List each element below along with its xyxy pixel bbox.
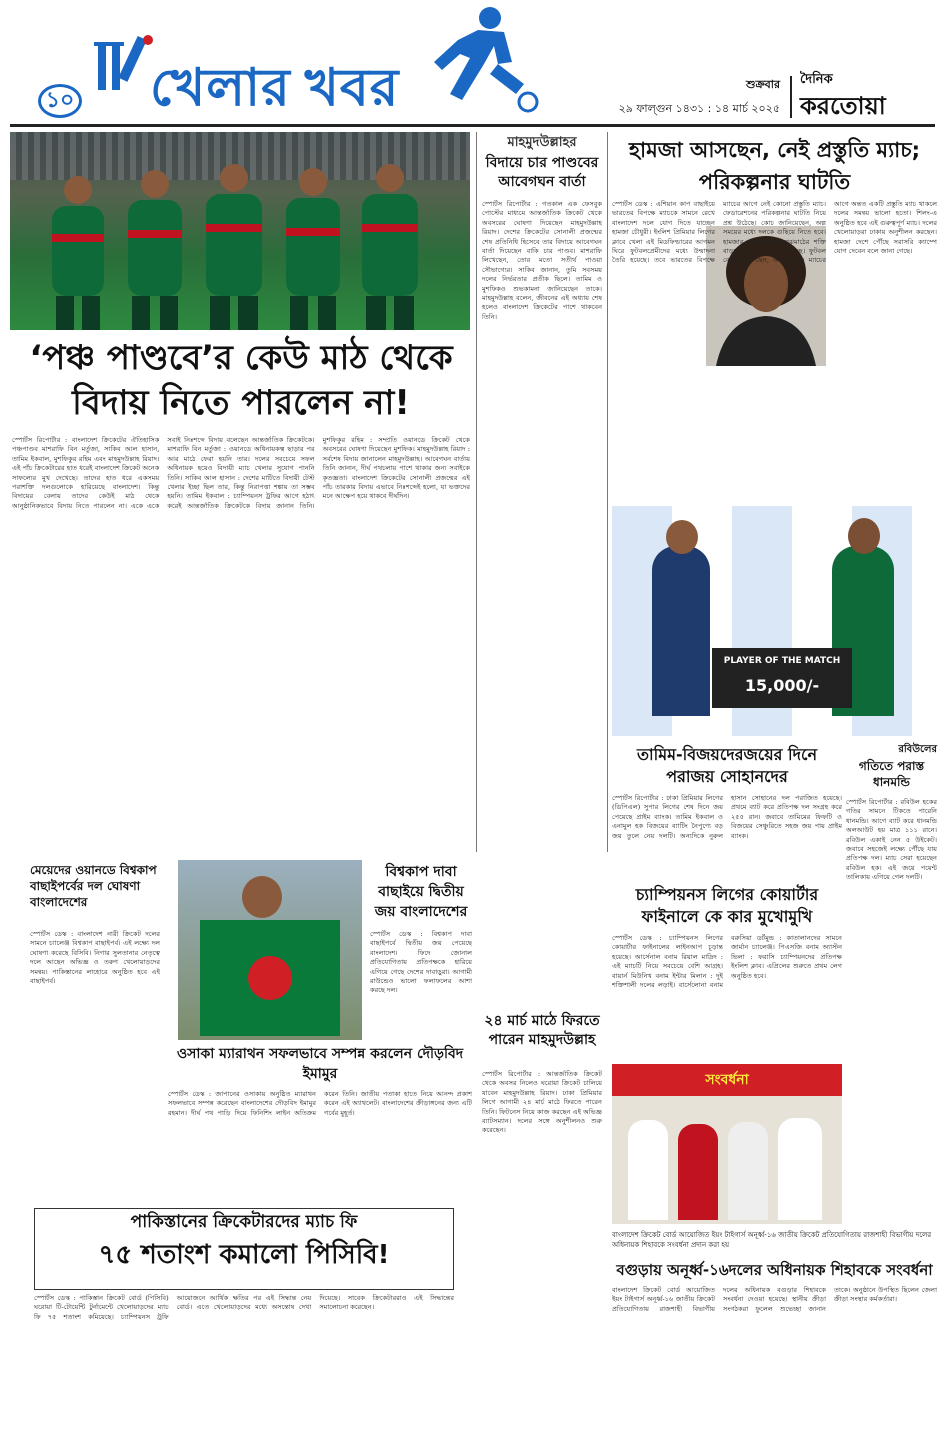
marathon-body: স্পোর্টস ডেস্ক : জাপানের ওসাকায় অনুষ্ঠিত ম্যারাথন সফলভাবে সম্পন্ন করেছেন বাংলাদেশের দৌড়বিদ ইমামুর রহমান। দীর্ঘ পথ পাড়ি দিয়ে ফিনিশিং লাইন অতিক্রম করেন তিনি। জাতীয় পতাকা হাতে নিয়ে আনন্দ প্রকাশ করেন এই অ্যাথলেট। বাংলাদেশের ক্রীড়াঙ্গনের জন্য এটি গর্বের মুহূর্ত। bbox=[168, 1090, 472, 1117]
title-part-one: খেলার bbox=[150, 57, 291, 118]
tamim-body: স্পোর্টস রিপোর্টার : ঢাকা প্রিমিয়ার লিগের (ডিপিএল) সুপার লিগের শেষ দিনে জয় পেয়েছে প্রাইম ব্যাংক। তামিম ইকবাল ও এনামুল হক বিজয়ের ব্যাটিং নৈপুণ্যে বড় জয় তুলে নেয় দলটি। অন্যদিকে নুরুল হাসান সোহানের দল পরাজিত হয়েছে। প্রথমে ব্যাট করে প্রতিপক্ষ দল সংগ্রহ করে ২৫৫ রান। জবাবে তামিমের ফিফটি ও বিজয়ের সেঞ্চুরিতে সহজ জয় পায় প্রাইম ব্যাংক। bbox=[612, 794, 842, 840]
masthead bbox=[0, 0, 945, 128]
page-number: ১০ bbox=[45, 87, 75, 113]
march-24-headline: ২৪ মার্চ মাঠে ফিরতে পারেন মাহমুদউল্লাহ bbox=[484, 1013, 600, 1048]
dhanmondi-body: স্পোর্টস রিপোর্টার : রবিউল হকের গতির সামনে টিকতে পারেনি ধানমন্ডি। আগে ব্যাট করে ধানমন্ডি অলআউট হয় মাত্র ১১১ রানে। রবিউল একাই নেন ৫ উইকেট। জবাবে সহজেই লক্ষ্যে পৌঁছে যায় প্রতিপক্ষ দল। ম্যাচ সেরা হয়েছেন রবিউল হক। এই জয়ে পয়েন্ট তালিকায় এগিয়ে গেল দলটি। bbox=[846, 798, 937, 882]
chess-headline: বিশ্বকাপ দাবা বাছাইয়ে দ্বিতীয় জয় বাংলাদেশের bbox=[374, 864, 468, 920]
hamza-headline: হামজা আসছেন, নেই প্রস্তুতি ম্যাচ; পরিকল্পনার ঘাটতি bbox=[628, 138, 921, 194]
title-part-two: খবর bbox=[304, 57, 400, 118]
masthead-title bbox=[150, 58, 399, 122]
player-of-match-photo bbox=[612, 506, 937, 736]
paper-name-logo: করতোয়া bbox=[800, 92, 886, 120]
pakistan-headline-box bbox=[34, 1208, 454, 1290]
women-body: স্পোর্টস ডেস্ক : বাংলাদেশ নারী ক্রিকেট দলের সামনে চ্যালেঞ্জ বিশ্বকাপ বাছাইপর্ব। এই লক্ষ্যে দল ঘোষণা করেছে বিসিবি। নিগার সুলতানার নেতৃত্বে দলে আছেন অভিজ্ঞ ও তরুণ খেলোয়াড়দের সমন্বয়। পাকিস্তানের লাহোরে অনুষ্ঠিত হবে এই বাছাইপর্ব। bbox=[30, 930, 160, 986]
mahmudullah-headline: বিদায়ে চার পাণ্ডবের আবেগঘন বার্তা bbox=[485, 155, 599, 190]
masthead-date-divider bbox=[790, 76, 792, 118]
mahmudullah-kicker: মাহমুদউল্লাহর bbox=[507, 135, 577, 150]
cricket-bat-icon bbox=[88, 28, 158, 98]
marathon-photo bbox=[178, 860, 362, 1040]
potm-title: PLAYER OF THE MATCH bbox=[723, 656, 841, 666]
masthead-rule bbox=[10, 124, 935, 127]
lead-headline: ‘পঞ্চ পাণ্ডবে’র কেউ মাঠ থেকে বিদায় নিতে পারলেন না! bbox=[29, 338, 453, 423]
bogura-caption: বাংলাদেশ ক্রিকেট বোর্ড আয়োজিত ইয়ং টাইগার্স অনূর্ধ্ব-১৬ জাতীয় ক্রিকেট প্রতিযোগিতায় রাজশাহী বিভাগীয় দলের অধিনায়ক শিহাবকে সংবর্ধনা প্রদান করা হয় bbox=[612, 1231, 932, 1249]
issue-day: শুক্রবার bbox=[745, 78, 780, 91]
footballer-silhouette-icon bbox=[420, 4, 540, 116]
bogura-headline: বগুড়ায় অনূর্ধ্ব-১৬দলের অধিনায়ক শিহাবকে সংবর্ধনা bbox=[616, 1261, 933, 1279]
dhanmondi-headline: গতিতে পরাস্ত ধানমন্ডি bbox=[858, 759, 925, 789]
players-silhouettes bbox=[40, 154, 440, 330]
march-24-body: স্পোর্টস রিপোর্টার : আন্তর্জাতিক ক্রিকেট থেকে অবসর নিলেও ঘরোয়া ক্রিকেট চালিয়ে যাবেন মাহমুদউল্লাহ রিয়াদ। ঢাকা প্রিমিয়ার লিগে আগামী ২৪ মার্চ মাঠে ফিরতে পারেন তিনি। ফিটনেস নিয়ে কাজ করছেন এই অভিজ্ঞ ব্যাটসম্যান। দলের সঙ্গে অনুশীলনও শুরু করেছেন। bbox=[482, 1070, 602, 1135]
paper-name-small: দৈনিক bbox=[800, 72, 833, 87]
bogura-ceremony-photo bbox=[612, 1064, 842, 1224]
champions-league-body: স্পোর্টস ডেস্ক : চ্যাম্পিয়নস লিগের কোয়ার্টার ফাইনালের লাইনআপ চূড়ান্ত হয়েছে। আর্সেনাল বনাম রিয়াল মাদ্রিদ : এই ম্যাচটি নিয়ে সবচেয়ে বেশি আগ্রহ। বায়ার্ন মিউনিখ বনাম ইন্টার মিলান : দুই শক্তিশালী দলের লড়াই। বার্সেলোনা বনাম বরুসিয়া ডর্টমুন্ড : কাতালানদের সামনে জার্মান চ্যালেঞ্জ। পিএসজি বনাম অ্যাস্টন ভিলা : ফরাসি চ্যাম্পিয়নদের প্রতিপক্ষ ইংলিশ ক্লাব। এপ্রিলের শুরুতে প্রথম লেগ অনুষ্ঠিত হবে। bbox=[612, 934, 842, 990]
issue-date: ২৯ ফাল্গুন ১৪৩১ : ১৪ মার্চ ২০২৫ bbox=[618, 102, 780, 115]
sambardhona-banner: সংবর্ধনা bbox=[612, 1064, 842, 1096]
potm-board bbox=[712, 648, 852, 708]
women-headline: মেয়েদের ওয়ানডে বিশ্বকাপ বাছাইপর্বের দল ঘোষণা বাংলাদেশের bbox=[30, 863, 157, 909]
hamza-body: স্পোর্টস ডেস্ক : এশিয়ান কাপ বাছাইয়ে ভারতের বিপক্ষে ম্যাচকে সামনে রেখে বাংলাদেশ দলে যোগ দিতে যাচ্ছেন হামজা চৌধুরী। ইংলিশ প্রিমিয়ার লিগের ক্লাবে খেলা এই মিডফিল্ডারের আগমন ঘিরে ফুটবলপ্রেমীদের মধ্যে উন্মাদনা তৈরি হয়েছে। তবে ভারতের বিপক্ষে ম্যাচের আগে নেই কোনো প্রস্তুতি ম্যাচ। ফেডারেশনের পরিকল্পনার ঘাটতি নিয়ে প্রশ্ন উঠেছে। কোচ জানিয়েছেন, অল্প সময়ের মধ্যে দলকে গুছিয়ে নিতে হবে। হামজার অন্তর্ভুক্তিতে মাঝমাঠের শক্তি বাড়বে বলে আশা করা হচ্ছে। ফুটবল বোদ্ধারা বলছেন, আন্তর্জাতিক ম্যাচের আগে অন্তত একটি প্রস্তুতি ম্যাচ থাকলে দলের সমন্বয় ভালো হতো। শিলং-এ অনুষ্ঠিত হবে এই গুরুত্বপূর্ণ ম্যাচ। দলের খেলোয়াড়রা ঢাকায় অনুশীলন করছেন। হামজা দেশে পৌঁছে সরাসরি ক্যাম্পে যোগ দেবেন বলে জানা গেছে। bbox=[612, 200, 937, 265]
column-divider-left bbox=[476, 132, 477, 852]
lead-body: স্পোর্টস রিপোর্টার : বাংলাদেশ ক্রিকেটের ঐতিহাসিক পঞ্চপাণ্ডব মাশরাফি বিন মর্তুজা, সাকিব আল হাসান, তামিম ইকবাল, মুশফিকুর রহিম এবং মাহমুদউল্লাহ রিয়াদ। এই পাঁচ ক্রিকেটারের হাত ধরেই বাংলাদেশ ক্রিকেট অনেক সাফল্যের মুখ দেখেছে। তাদের হাত ধরে একসময় পরাশক্তি দলগুলোকে হারিয়েছে বাংলাদেশ। কিন্তু বিদায়ের বেলায় তাদের কেউই মাঠ থেকে আনুষ্ঠানিকভাবে বিদায় নিতে পারলেন না। একে একে সবাই নিঃশব্দে বিদায় বলেছেন আন্তর্জাতিক ক্রিকেটকে। মাশরাফি বিন মর্তুজা : ওয়ানডে অধিনায়কত্ব ছাড়ার পর আর মাঠে ফেরা হয়নি তার। দলের সবচেয়ে সফল অধিনায়ক হয়েও বিদায়ী ম্যাচ খেলার সুযোগ পাননি তিনি। সাকিব আল হাসান : দেশের মাটিতে বিদায়ী টেস্ট খেলার ইচ্ছা ছিল তার, কিন্তু নিরাপত্তা শঙ্কায় তা সম্ভব হয়নি। তামিম ইকবাল : চ্যাম্পিয়নস ট্রফির আগে হঠাৎ করেই আন্তর্জাতিক ক্রিকেটকে বিদায় জানান তিনি। মুশফিকুর রহিম : সম্প্রতি ওয়ানডে ক্রিকেট থেকে অবসরের ঘোষণা দিয়েছেন মুশফিক। মাহমুদউল্লাহ রিয়াদ : সর্বশেষ বিদায় জানালেন মাহমুদউল্লাহ। আবেগঘন বার্তায় তিনি জানান, দীর্ঘ পথচলায় পাশে থাকার জন্য সবাইকে কৃতজ্ঞতা। বাংলাদেশ ক্রিকেটের সোনালী প্রজন্মের এই পাঁচ তারকার বিদায় এভাবে নিঃশব্দেই হলো, যা ভক্তদের মনে আক্ষেপ হয়ে থাকবে দীর্ঘদিন। bbox=[12, 436, 470, 510]
champions-league-headline: চ্যাম্পিয়নস লিগের কোয়ার্টার ফাইনালে কে কার মুখোমুখি bbox=[635, 885, 819, 926]
lead-photo-players bbox=[10, 132, 470, 330]
pakistan-headline-small: পাকিস্তানের ক্রিকেটারদের ম্যাচ ফি bbox=[130, 1212, 358, 1232]
pakistan-headline-big: ৭৫ শতাংশ কমালো পিসিবি! bbox=[98, 1239, 390, 1270]
dhanmondi-kicker: রবিউলের bbox=[898, 744, 937, 755]
mahmudullah-body: স্পোর্টস রিপোর্টার : গতকাল এক ফেসবুক পোস্টের মাধ্যমে আন্তর্জাতিক ক্রিকেট থেকে অবসরের ঘোষণা দিয়েছেন মাহমুদউল্লাহ রিয়াদ। দেশের ক্রিকেটের সোনালী প্রজন্মের শেষ প্রতিনিধি হিসেবে তার বিদায়ে আবেগঘন বার্তা দিয়েছেন বাকি চার পাণ্ডব। মাশরাফি লিখেছেন, তোর মতো সতীর্থ পাওয়া সৌভাগ্যের। সাকিব জানান, তুমি সবসময় দলের নির্ভরতার প্রতীক ছিলে। তামিম ও মুশফিকও শুভকামনা জানিয়েছেন তাকে। মাহমুদউল্লাহ বলেন, জীবনের এই অধ্যায় শেষ হলেও বাংলাদেশ ক্রিকেটের পাশে থাকবেন তিনি। bbox=[482, 200, 602, 321]
bogura-body: বাংলাদেশ ক্রিকেট বোর্ড আয়োজিত ইয়ং টাইগার্স অনূর্ধ্ব-১৬ জাতীয় ক্রিকেট প্রতিযোগিতায় রাজশাহী বিভাগীয় দলের অধিনায়ক বগুড়ার শিহাবকে সংবর্ধনা দেওয়া হয়েছে। স্থানীয় ক্রীড়া সংগঠকরা ফুলেল শুভেচ্ছা জানান তাকে। অনুষ্ঠানে উপস্থিত ছিলেন জেলা ক্রীড়া সংস্থার কর্মকর্তারা। bbox=[612, 1286, 937, 1313]
potm-amount: 15,000/- bbox=[744, 676, 820, 695]
marathon-headline: ওসাকা ম্যারাথন সফলভাবে সম্পন্ন করলেন দৌড়বিদ ইমামুর bbox=[176, 1046, 464, 1082]
pakistan-body: স্পোর্টস ডেস্ক : পাকিস্তান ক্রিকেট বোর্ড (পিসিবি) ঘরোয়া টি-টোয়েন্টি টুর্নামেন্টে খেলোয়াড়দের ম্যাচ ফি ৭৫ শতাংশ কমিয়েছে। চ্যাম্পিয়নস ট্রফি আয়োজনে আর্থিক ক্ষতির পর এই সিদ্ধান্ত নেয় বোর্ড। এতে খেলোয়াড়দের মধ্যে অসন্তোষ দেখা দিয়েছে। সাবেক ক্রিকেটাররাও এই সিদ্ধান্তের সমালোচনা করেছেন। bbox=[34, 1294, 454, 1321]
chess-body: স্পোর্টস ডেস্ক : বিশ্বকাপ দাবা বাছাইপর্বে দ্বিতীয় জয় পেয়েছে বাংলাদেশ। ফিদে জোনাল প্রতিযোগিতায় প্রতিপক্ষকে হারিয়ে এগিয়ে গেছে দেশের দাবাড়ুরা। আগামী রাউন্ডেও ভালো ফলাফলের আশা করছে দল। bbox=[370, 930, 472, 995]
column-divider-right bbox=[607, 132, 608, 852]
bangladesh-flag bbox=[200, 920, 340, 1036]
tamim-headline: তামিম-বিজয়দেরজয়ের দিনে পরাজয় সোহানদের bbox=[637, 745, 817, 786]
page-number-badge bbox=[38, 84, 82, 118]
